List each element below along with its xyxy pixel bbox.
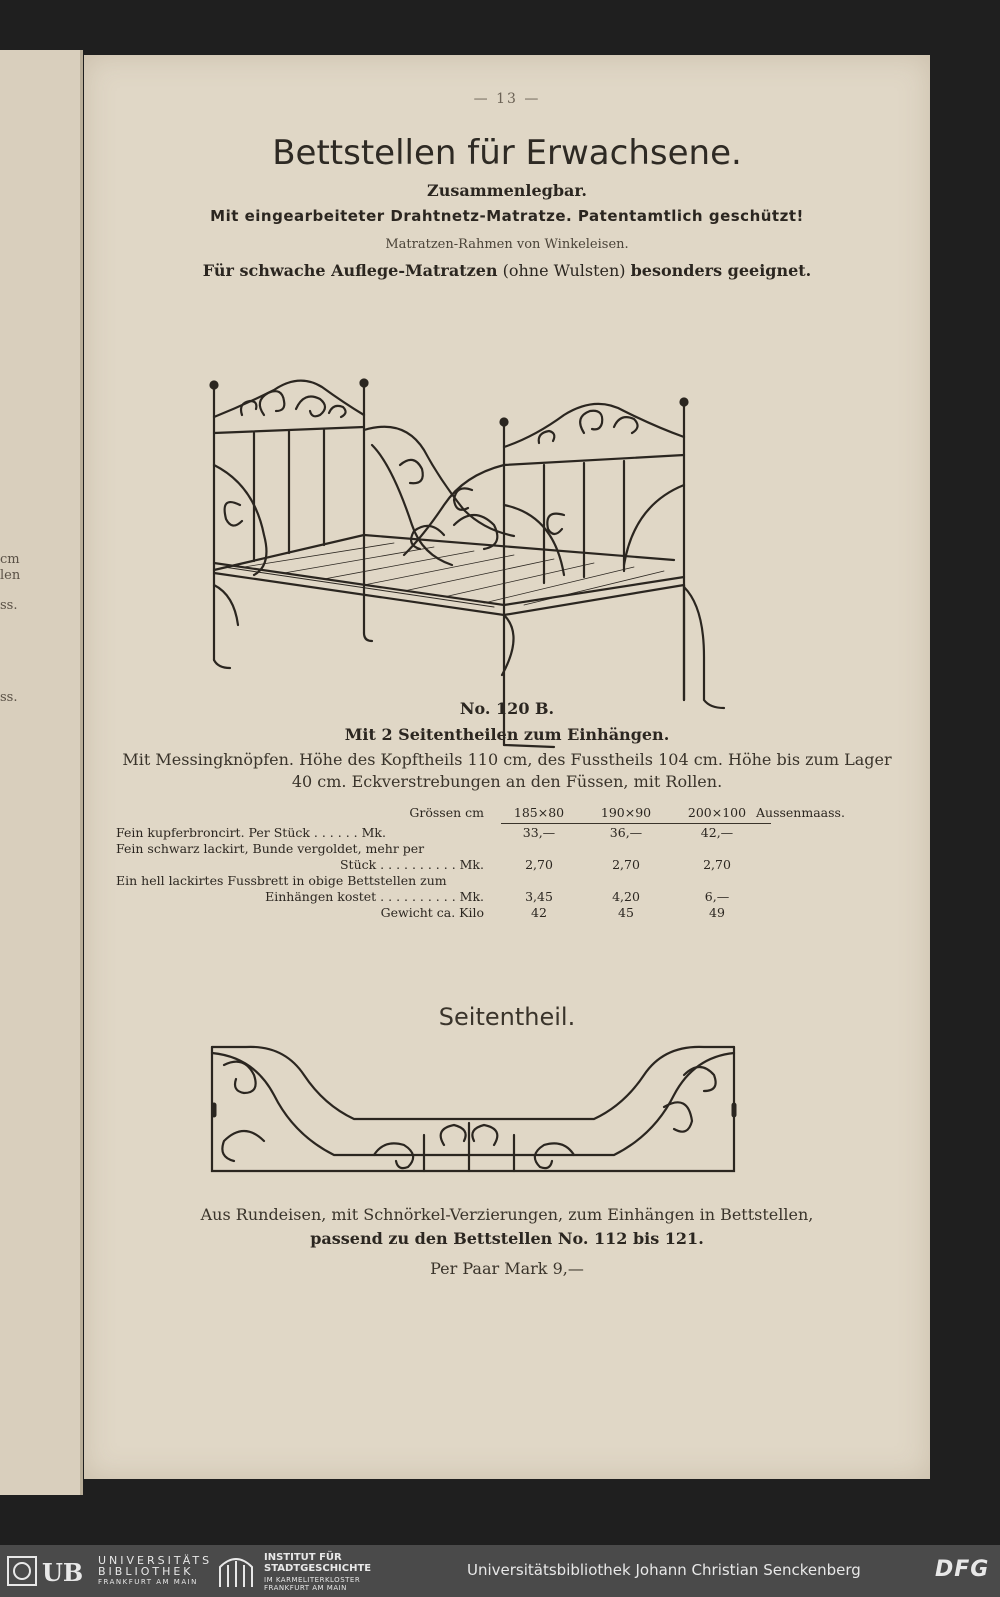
row-label: Gewicht ca. Kilo: [380, 905, 484, 920]
size-header-row: [116, 805, 916, 821]
page-title: Bettstellen für Erwachsene.: [272, 133, 742, 173]
ub-name: [98, 1555, 212, 1577]
dfg-logo: DFG: [935, 1557, 990, 1582]
table-row: [116, 905, 916, 921]
institute-line1: INSTITUT FÜR: [264, 1552, 342, 1563]
left-page-edge: [0, 50, 83, 1495]
ub-logo-icon: [6, 1553, 88, 1589]
left-page-fragment: ss.: [0, 598, 18, 613]
price-cell: 3,45: [525, 889, 553, 904]
size-unit: Aussenmaass.: [756, 805, 845, 820]
left-page-fragment: len: [0, 568, 21, 583]
bed-illustration: [204, 315, 764, 765]
suitability-bold-start: Für schwache Auflege-Matratzen: [202, 261, 498, 280]
institute-logo-icon: [216, 1553, 256, 1589]
price-cell: 2,70: [612, 857, 640, 872]
page-number: — 13 —: [473, 91, 541, 107]
side-part-price: Per Paar Mark 9,—: [430, 1259, 584, 1278]
table-row: [116, 857, 916, 873]
ub-line2: BIBLIOTHEK: [98, 1565, 194, 1578]
row-label: Fein schwarz lackirt, Bunde vergoldet, mehr per: [116, 841, 425, 856]
suitability-normal: (ohne Wulsten): [497, 261, 631, 280]
institute-sub2: FRANKFURT AM MAIN: [264, 1584, 347, 1592]
institute-line2: STADTGESCHICHTE: [264, 1563, 372, 1574]
weight-cell: 49: [709, 905, 725, 920]
ub-location: FRANKFURT AM MAIN: [98, 1578, 198, 1586]
ub-logo-text: UB: [42, 1558, 84, 1587]
catalog-page: [84, 55, 930, 1479]
ub-line1: UNIVERSITÄTS: [98, 1554, 213, 1567]
suitability-line: [84, 261, 930, 280]
row-label: Fein kupferbroncirt. Per Stück . . . . . . Mk.: [116, 825, 386, 840]
row-label: Ein hell lackirtes Fussbrett in obige Bettstellen zum: [116, 873, 447, 888]
price-cell: 4,20: [612, 889, 640, 904]
price-cell: 2,70: [525, 857, 553, 872]
table-row: [116, 873, 916, 889]
library-name-link[interactable]: Universitätsbibliothek Johann Christian Senckenberg: [467, 1561, 861, 1579]
table-row: [116, 841, 916, 857]
side-part-heading: Seitentheil.: [438, 1003, 576, 1031]
frame-note: Matratzen-Rahmen von Winkeleisen.: [385, 237, 629, 252]
left-page-fragment: cm: [0, 552, 20, 567]
header-rule: [501, 823, 771, 824]
model-number: No. 120 B.: [459, 699, 555, 718]
table-row: [116, 825, 916, 841]
price-cell: 2,70: [703, 857, 731, 872]
model-description: Mit Messingknöpfen. Höhe des Kopftheils 110 cm, des Fusstheils 104 cm. Höhe bis zum Lager 40 cm. Eckverstrebungen an den Füssen, mit Rollen.: [122, 750, 892, 791]
feature-line: Mit eingearbeiteter Drahtnetz-Matratze. Patentamtlich geschützt!: [210, 207, 804, 225]
price-cell: 6,—: [704, 889, 730, 904]
size-cell: 185×80: [513, 805, 565, 820]
institute-location: [264, 1576, 360, 1592]
suitability-bold-end: besonders geeignet.: [630, 261, 812, 280]
side-part-fit: passend zu den Bettstellen No. 112 bis 121.: [310, 1229, 704, 1248]
left-page-fragment: ss.: [0, 690, 18, 705]
institute-sub1: IM KARMELITERKLOSTER: [264, 1576, 361, 1584]
institute-name: [264, 1552, 371, 1574]
model-feature: Mit 2 Seitentheilen zum Einhängen.: [344, 725, 670, 744]
size-label: Grössen cm: [409, 805, 484, 820]
side-part-illustration: [194, 1035, 754, 1185]
side-part-description: Aus Rundeisen, mit Schnörkel-Verzierungen, zum Einhängen in Bettstellen,: [200, 1205, 814, 1224]
subtitle: Zusammenlegbar.: [427, 181, 587, 200]
price-cell: 33,—: [522, 825, 556, 840]
row-label: Stück . . . . . . . . . . Mk.: [339, 857, 484, 872]
weight-cell: 42: [531, 905, 547, 920]
price-cell: 42,—: [700, 825, 734, 840]
weight-cell: 45: [618, 905, 634, 920]
size-cell: 190×90: [600, 805, 652, 820]
row-label: Einhängen kostet . . . . . . . . . . Mk.: [265, 889, 484, 904]
price-cell: 36,—: [609, 825, 643, 840]
table-row: [116, 889, 916, 905]
size-cell: 200×100: [687, 805, 747, 820]
footer-bar: [0, 1545, 1000, 1597]
